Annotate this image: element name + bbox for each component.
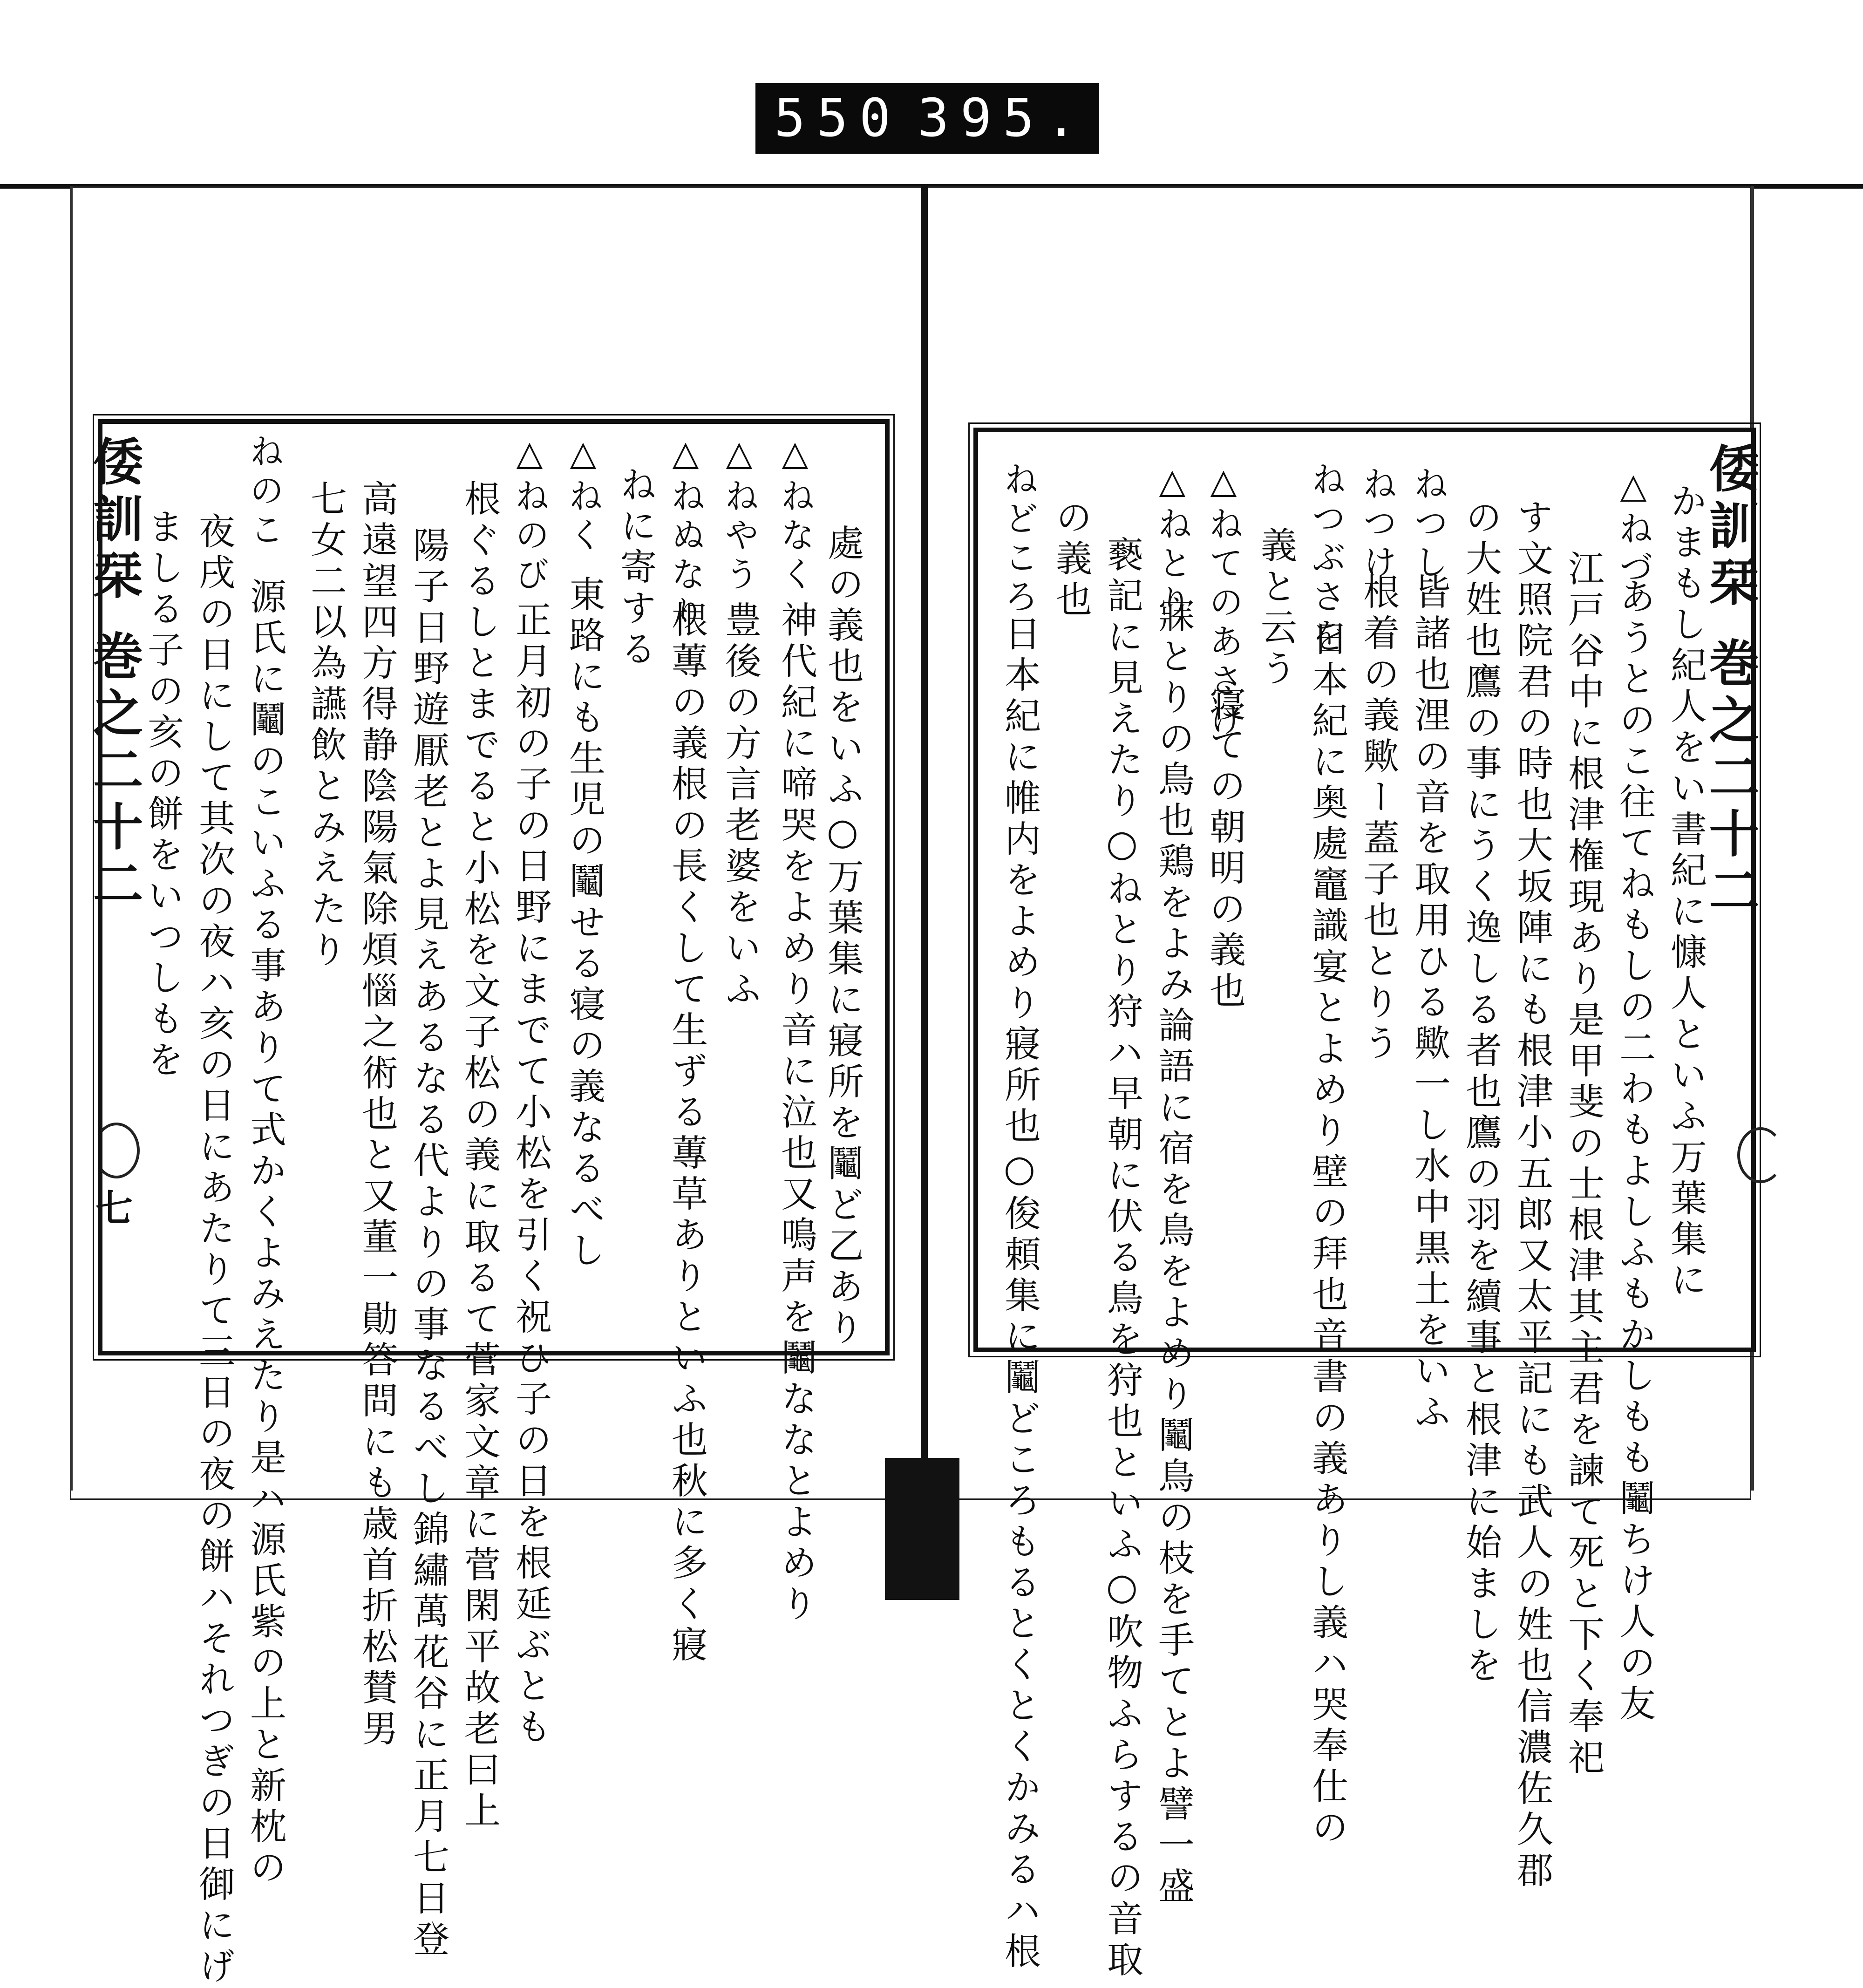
text-column: 褻記に見えたり○ねとり狩ハ早朝に伏る鳥を狩也といふ○吹物ふらするの音取 [1101, 536, 1143, 1981]
text-column: 七女二以為讌飲とみえたり [305, 480, 347, 972]
text-column: 東路にも生児の鬮せる寝の義なるべし [563, 575, 605, 1272]
right-page-running-title: 倭訓栞 巻之二十二 [1700, 443, 1759, 921]
entry-heading: ねどころ [999, 461, 1039, 618]
text-column: かまもし紀人をい書紀に慷人といふ万葉集に [1665, 482, 1707, 1302]
text-column: の大姓也鷹の事にうく逸しる者也鷹の羽を續事と根津に始ましを [1460, 498, 1502, 1687]
entry-heading: ねのこ [244, 433, 284, 551]
entry-heading: △ねてのあさけ [1203, 461, 1244, 741]
text-column: 江戸谷中に根津権現あり是甲斐の士根津其主君を諫て死と下く奉祀 [1562, 550, 1604, 1779]
text-column: 皆諸也浬の音を取用ひる歟一し水中黒土をいふ [1408, 573, 1450, 1434]
entry-heading: △ねぬなり [666, 433, 706, 634]
text-column: 陽子日野遊厭老とよ見えあるなる代よりの事なるべし錦繡萬花谷に正月七日登 [407, 526, 449, 1961]
text-column: 高遠望四方得静陰陽氣除煩惱之術也と又董一勛答問にも歳首折松賛男 [356, 480, 398, 1750]
text-column: 源氏に鬮のこいふる事ありて式かくよみえたり是ハ源氏紫の上と新枕の [244, 578, 286, 1889]
text-column: 豊後の方言老婆をいふ [719, 601, 761, 1011]
text-column: 根蓴の義根の長くして生ずる蓴草ありといふ也秋に多く寢 [666, 601, 707, 1667]
archive-number-left: 550 [774, 88, 902, 149]
left-thumb-notch [93, 1123, 140, 1178]
text-column: す文照院君の時也大坂陣にも根津小五郎又太平記にも武人の姓也信濃佐久郡 [1511, 498, 1553, 1892]
text-column: ねに寄する [614, 466, 656, 671]
spine-shadow [885, 1458, 959, 1600]
entry-heading: ねつけ [1357, 466, 1397, 583]
left-page-edge [70, 186, 73, 1491]
entry-heading: △ねく [563, 433, 603, 556]
book-spine [921, 186, 928, 1537]
left-page-running-title: 倭訓栞 巻之二十二 [84, 436, 143, 914]
text-column: 日本紀に帷内をよめり寢所也○俊頼集に鬮どころもるとくとくかみるハ根 [999, 615, 1040, 1973]
text-column: の義也 [1050, 498, 1092, 621]
entry-heading: △ねのび [510, 433, 550, 595]
text-column: 日本紀に奥處竈識宴とよめり壁の拜也音書の義ありし義ハ哭奉仕の [1306, 620, 1348, 1849]
entry-heading: ねつぶさを [1306, 461, 1346, 657]
archive-number-plate [755, 83, 1099, 154]
text-column: 根着の義歟ー蓋子也とりう [1357, 573, 1399, 1065]
entry-heading: △ねづ [1613, 466, 1653, 589]
text-column: 神代紀に啼哭をよめり音に泣也又鳴声を鬮ななとよめり [775, 601, 817, 1626]
text-column: 義と云う [1255, 526, 1297, 690]
text-column: 正月初の子の日野にまでて小松を引く祝ひ子の日を根延ぶとも [510, 601, 551, 1749]
entry-heading: △ねなく [775, 433, 815, 595]
text-column: 夜戌の日にして其次の夜ハ亥の日にあたりて三日の夜の餅ハそれつぎの日御にげ [193, 512, 235, 1988]
entry-heading: △ねやう [719, 433, 759, 595]
right-thumb-notch [1737, 1127, 1784, 1183]
text-column: あうとのこ往てねもしの二わもよしふもかしもも鬮ちけ人の友 [1613, 578, 1655, 1725]
text-column: ましる子の亥の餅をいつしもを [142, 508, 184, 1082]
text-column: 寐とりの鳥也鶏をよみ論語に宿を鳥をよめり鬮鳥の枝を手てとよ譬一盛 [1152, 596, 1194, 1908]
entry-heading: △ねとり [1152, 461, 1192, 623]
left-page-folio: 七 [95, 1186, 133, 1230]
text-column: 根ぐるしとまでると小松を文子松の義に取るて菅家文章に菅閑平故老曰上 [458, 480, 500, 1832]
archive-number-right: 395. [918, 88, 1088, 149]
text-column: 處の義也をいふ○万葉集に寢所を鬮ど乙あり [822, 524, 864, 1349]
text-column: 寝ての朝明の義也 [1203, 685, 1245, 1013]
entry-heading: ねつし [1408, 466, 1448, 583]
